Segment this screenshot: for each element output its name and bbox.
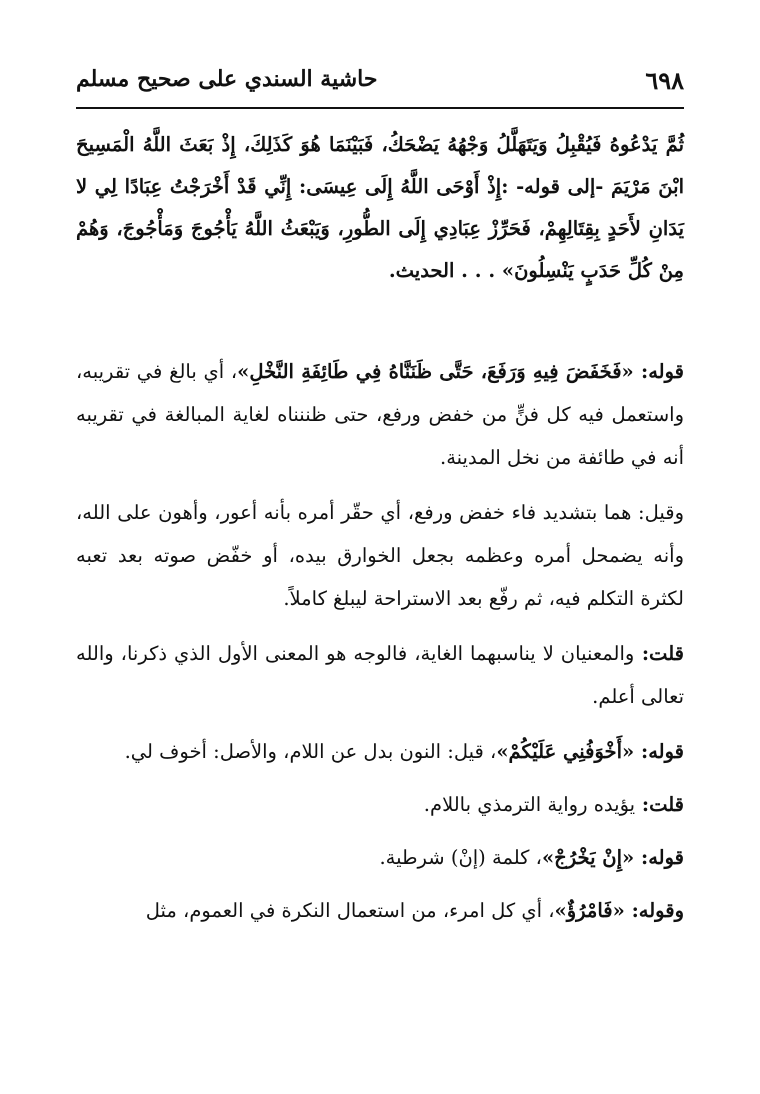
paragraph-lead: قوله: [634,846,684,869]
paragraph-text: ، أي كل امرء، من استعمال النكرة في العموم، مثل [145,899,555,922]
page-header [76,58,684,106]
paragraph-quote: «أَخْوَفُنِي عَلَيْكُمْ» [496,740,635,763]
paragraph-text: ، قيل: النون بدل عن اللام، والأصل: أخوف لي. [124,740,497,763]
running-title: حاشية السندي على صحيح مسلم [76,66,378,92]
paragraph-khafad-wa-rafa [76,350,684,479]
paragraph-famru [76,889,684,932]
paragraph-lead: قوله: [634,740,684,763]
paragraph-qultu-2 [76,783,684,826]
paragraph-akhwafuni [76,730,684,773]
hadith-passage: ثُمَّ يَدْعُوهُ فَيُقْبِلُ وَيَتَهَلَّلُ وَجْهُهُ يَضْحَكُ، فَبَيْنَمَا هُوَ كَذَلِكَ، إِذْ بَعَثَ اللَّهُ الْمَسِيحَ ابْنَ مَرْيَمَ -إلى قوله- :إِذْ أَوْحَى اللَّهُ إِلَى عِيسَى: إِنِّي قَدْ أَخْرَجْتُ عِبَادًا لِي لا يَدَانِ لأَحَدٍ بِقِتَالِهِمْ، فَحَرِّزْ عِبَادِي إِلَى الطُّورِ، وَيَبْعَثُ اللَّهُ يَأْجُوجَ وَمَأْجُوجَ، وَهُمْ مِنْ كُلِّ حَدَبٍ يَنْسِلُونَ» . . . الحديث. [76,133,684,282]
paragraph-lead: وقوله: [624,899,684,922]
paragraph-text: يؤيده رواية الترمذي باللام. [423,793,636,816]
paragraph-quote: «إِنْ يَخْرُجْ» [541,846,635,869]
paragraph-text: وقيل: هما بتشديد فاء خفض ورفع، أي حقّر أمره بأنه أعور، وأهون على الله، وأنه يضمحل أمره وعظمه بجعل الخوارق بيده، أو خفّض صوته بعد تعبه لكثرة التكلم فيه، ثم رفّع بعد الاستراحة ليبلغ كاملاً. [76,501,684,610]
paragraph-qultu-1 [76,632,684,718]
paragraph-lead: قلت: [634,642,684,665]
paragraph-qila [76,491,684,620]
paragraph-lead: قوله: [633,360,684,383]
page-body [76,124,684,932]
paragraph-text: والمعنيان لا يناسبهما الغاية، فالوجه هو المعنى الأول الذي ذكرنا، والله تعالى أعلم. [76,642,684,708]
page-number: ٦٩٨ [645,66,684,95]
paragraph-text: ، كلمة (إنْ) شرطية. [379,846,542,869]
header-divider [76,107,684,109]
paragraph-quote: «فَامْرُؤٌ» [554,899,625,922]
paragraph-text: ، أي بالغ في تقريبه، واستعمل فيه كل فنٍّ من خفض ورفع، حتى ظننناه لغاية المبالغة في تقريبه أنه في طائفة من نخل المدينة. [76,360,684,469]
paragraph-lead: قلت: [635,793,684,816]
paragraph-in-yakhruj [76,836,684,879]
paragraph-quote: «فَخَفَضَ فِيهِ وَرَفَعَ، حَتَّى ظَنَنَّاهُ فِي طَائِفَةِ النَّخْلِ» [237,360,634,383]
